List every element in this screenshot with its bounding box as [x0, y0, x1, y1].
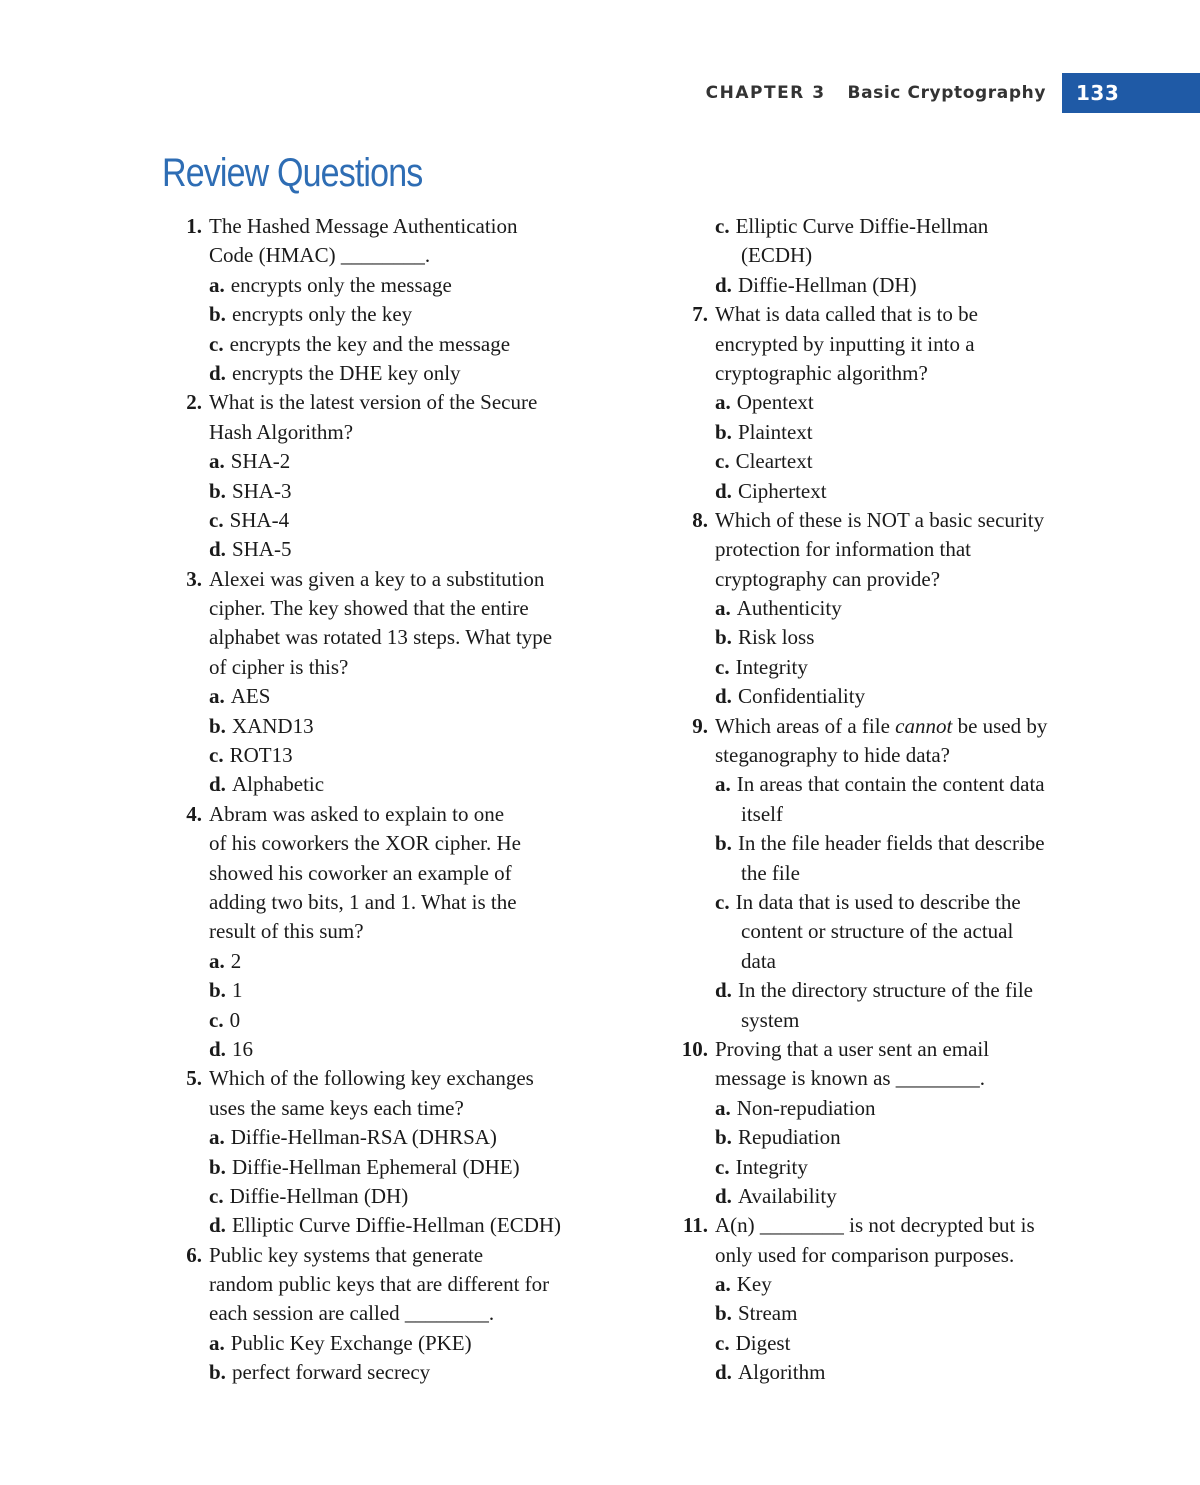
- option-text: 0: [229, 1007, 241, 1032]
- answer-option: [668, 829, 1138, 858]
- answer-option: [668, 1182, 1138, 1211]
- option-text: Algorithm: [737, 1360, 826, 1385]
- answer-option: [162, 1123, 632, 1152]
- question-continuation: [162, 917, 632, 946]
- question-text: A(n) ________ is not decrypted but is: [715, 1213, 1035, 1238]
- question-text: message is known as ________.: [715, 1066, 986, 1091]
- option-text: itself: [741, 801, 783, 826]
- option-letter: d.: [715, 1183, 732, 1208]
- question-number: 1.: [186, 214, 202, 238]
- answer-option: [668, 653, 1138, 682]
- option-text: system: [741, 1007, 800, 1032]
- option-letter: a.: [209, 684, 225, 709]
- answer-option: [668, 594, 1138, 623]
- answer-option: [162, 976, 632, 1005]
- option-letter: b.: [209, 1360, 226, 1385]
- question-continuation: [162, 594, 632, 623]
- option-letter: d.: [209, 772, 226, 797]
- answer-option-continuation: [668, 1006, 1138, 1035]
- question-text: only used for comparison purposes.: [715, 1242, 1015, 1267]
- option-text: Diffie-Hellman-RSA (DHRSA): [230, 1125, 497, 1150]
- answer-option-continuation: [668, 917, 1138, 946]
- answer-option: [162, 271, 632, 300]
- option-text: Opentext: [736, 390, 814, 415]
- option-letter: a.: [715, 390, 731, 415]
- option-letter: b.: [715, 625, 732, 650]
- option-text: Alphabetic: [231, 772, 325, 797]
- question-continuation: [668, 359, 1138, 388]
- answer-option: [162, 330, 632, 359]
- question-number: 9.: [692, 713, 708, 738]
- option-text: Digest: [735, 1330, 791, 1355]
- answer-option: [162, 1211, 632, 1240]
- answer-option: [162, 1006, 632, 1035]
- question-number: 5.: [186, 1066, 202, 1091]
- option-letter: a.: [209, 1125, 225, 1150]
- question-continuation: [668, 565, 1138, 594]
- option-text: encrypts only the key: [231, 302, 413, 327]
- question-continuation: [162, 418, 632, 447]
- option-text: XAND13: [231, 713, 314, 738]
- question-number: 6.: [186, 1242, 202, 1267]
- question-line: [668, 506, 1138, 535]
- question-text: Code (HMAC) ________.: [209, 243, 431, 268]
- answer-option: [668, 1094, 1138, 1123]
- option-letter: c.: [715, 1154, 730, 1179]
- option-letter: a.: [209, 1330, 225, 1355]
- question-text: Proving that a user sent an email: [715, 1036, 990, 1061]
- option-text: Ciphertext: [737, 478, 827, 503]
- option-text: ROT13: [229, 743, 293, 768]
- option-letter: b.: [209, 978, 226, 1003]
- answer-option: [162, 1153, 632, 1182]
- option-text: In the directory structure of the file: [737, 978, 1033, 1003]
- question-number: 8.: [692, 507, 708, 532]
- question-continuation: [162, 623, 632, 652]
- option-text: encrypts only the message: [230, 272, 452, 297]
- answer-option: [162, 477, 632, 506]
- option-letter: b.: [715, 1125, 732, 1150]
- question-continuation: [668, 741, 1138, 770]
- question-text: The Hashed Message Authentication: [209, 214, 518, 238]
- option-letter: d.: [715, 272, 732, 297]
- answer-option: [668, 1358, 1138, 1387]
- answer-option: [162, 1182, 632, 1211]
- question-text: Which areas of a file: [715, 713, 896, 738]
- answer-option-continuation: [668, 241, 1138, 270]
- option-text: Diffie-Hellman Ephemeral (DHE): [231, 1154, 520, 1179]
- answer-option: [162, 947, 632, 976]
- option-text: Stream: [737, 1301, 798, 1326]
- answer-option: [668, 1329, 1138, 1358]
- option-text: Public Key Exchange (PKE): [230, 1330, 472, 1355]
- question-text: uses the same keys each time?: [209, 1095, 464, 1120]
- option-letter: b.: [209, 302, 226, 327]
- option-letter: a.: [715, 596, 731, 621]
- option-text: the file: [741, 860, 800, 885]
- question-number: 2.: [186, 390, 202, 415]
- option-letter: c.: [209, 331, 224, 356]
- answer-option: [162, 1035, 632, 1064]
- option-text: encrypts the DHE key only: [231, 360, 461, 385]
- answer-option: [162, 359, 632, 388]
- question-continuation: [668, 330, 1138, 359]
- option-letter: d.: [209, 537, 226, 562]
- option-text: perfect forward secrecy: [231, 1360, 431, 1385]
- option-text: SHA-2: [230, 449, 291, 474]
- option-text: Confidentiality: [737, 684, 866, 709]
- question-text: of cipher is this?: [209, 654, 349, 679]
- option-letter: a.: [209, 948, 225, 973]
- option-letter: a.: [209, 449, 225, 474]
- option-letter: c.: [715, 449, 730, 474]
- option-letter: c.: [715, 654, 730, 679]
- option-text: SHA-5: [231, 537, 292, 562]
- option-text: (ECDH): [741, 243, 813, 268]
- option-letter: d.: [209, 360, 226, 385]
- answer-option: [162, 712, 632, 741]
- option-text: 2: [230, 948, 242, 973]
- answer-option: [668, 976, 1138, 1005]
- question-number: 4.: [186, 801, 202, 826]
- option-text: Elliptic Curve Diffie-Hellman: [735, 214, 989, 238]
- option-letter: d.: [209, 1036, 226, 1061]
- option-letter: c.: [715, 214, 730, 238]
- question-continuation: [668, 535, 1138, 564]
- question-continuation: [162, 1270, 632, 1299]
- answer-option: [162, 1358, 632, 1387]
- question-continuation: [162, 888, 632, 917]
- option-letter: a.: [715, 1272, 731, 1297]
- question-text: Alexei was given a key to a substitution: [209, 566, 545, 591]
- question-text: alphabet was rotated 13 steps. What type: [209, 625, 553, 650]
- page-number: 133: [1062, 73, 1200, 113]
- question-continuation: [162, 1299, 632, 1328]
- answer-option: [162, 300, 632, 329]
- option-text: Authenticity: [736, 596, 842, 621]
- question-text: Hash Algorithm?: [209, 419, 354, 444]
- question-line: [668, 300, 1138, 329]
- option-letter: b.: [209, 713, 226, 738]
- answer-option: [668, 477, 1138, 506]
- option-text: encrypts the key and the message: [229, 331, 511, 356]
- question-text: cryptography can provide?: [715, 566, 941, 591]
- option-text: SHA-4: [229, 507, 290, 532]
- question-continuation: [162, 653, 632, 682]
- answer-option: [668, 212, 1138, 241]
- option-text: 16: [231, 1036, 253, 1061]
- option-text: In the file header fields that describe: [737, 831, 1045, 856]
- question-text: Public key systems that generate: [209, 1242, 484, 1267]
- question-number: 11.: [682, 1213, 708, 1238]
- answer-option: [668, 623, 1138, 652]
- answer-option: [162, 447, 632, 476]
- option-letter: b.: [715, 1301, 732, 1326]
- option-letter: c.: [209, 1183, 224, 1208]
- answer-option: [668, 888, 1138, 917]
- question-text: What is data called that is to be: [715, 302, 978, 327]
- question-continuation: [162, 829, 632, 858]
- answer-option-continuation: [668, 800, 1138, 829]
- answer-option: [668, 682, 1138, 711]
- option-text: Cleartext: [735, 449, 813, 474]
- question-line: [162, 388, 632, 417]
- question-text: random public keys that are different for: [209, 1272, 550, 1297]
- question-text: result of this sum?: [209, 919, 364, 944]
- option-letter: c.: [715, 889, 730, 914]
- answer-option: [668, 418, 1138, 447]
- option-text: content or structure of the actual: [741, 919, 1014, 944]
- option-letter: a.: [209, 272, 225, 297]
- option-text: In areas that contain the content data: [736, 772, 1045, 797]
- option-letter: c.: [209, 1007, 224, 1032]
- question-text: Abram was asked to explain to one: [209, 801, 505, 826]
- question-text: showed his coworker an example of: [209, 860, 512, 885]
- option-text: Diffie-Hellman (DH): [229, 1183, 409, 1208]
- option-letter: b.: [209, 478, 226, 503]
- option-letter: c.: [209, 507, 224, 532]
- option-letter: c.: [715, 1330, 730, 1355]
- answer-option: [668, 1270, 1138, 1299]
- answer-option: [162, 770, 632, 799]
- question-continuation: [162, 1094, 632, 1123]
- question-text: cryptographic algorithm?: [715, 360, 928, 385]
- question-line: [162, 212, 632, 241]
- option-text: Non-repudiation: [736, 1095, 876, 1120]
- answer-option: [668, 770, 1138, 799]
- answer-option: [162, 682, 632, 711]
- option-text: SHA-3: [231, 478, 292, 503]
- question-continuation: [668, 1241, 1138, 1270]
- option-letter: d.: [715, 1360, 732, 1385]
- question-line: [162, 1064, 632, 1093]
- question-continuation: [668, 1064, 1138, 1093]
- right-column: [668, 212, 1138, 1388]
- answer-option: [668, 1299, 1138, 1328]
- section-heading: Review Questions: [162, 151, 423, 195]
- option-text: Risk loss: [737, 625, 815, 650]
- question-text: of his coworkers the XOR cipher. He: [209, 831, 522, 856]
- question-text: encrypted by inputting it into a: [715, 331, 975, 356]
- running-header: [706, 73, 1200, 113]
- option-letter: b.: [209, 1154, 226, 1179]
- chapter-title: Basic Cryptography: [847, 83, 1046, 103]
- answer-option: [162, 1329, 632, 1358]
- option-text: Availability: [737, 1183, 837, 1208]
- option-text: Key: [736, 1272, 772, 1297]
- question-line: [162, 800, 632, 829]
- answer-option: [668, 447, 1138, 476]
- option-letter: c.: [209, 743, 224, 768]
- option-text: In data that is used to describe the: [735, 889, 1021, 914]
- question-text: protection for information that: [715, 537, 972, 562]
- answer-option: [162, 506, 632, 535]
- left-column: [162, 212, 632, 1388]
- chapter-label: CHAPTER 3: [705, 83, 826, 103]
- question-text: adding two bits, 1 and 1. What is the: [209, 889, 517, 914]
- option-text: 1: [231, 978, 243, 1003]
- option-letter: b.: [715, 831, 732, 856]
- question-line: [668, 1035, 1138, 1064]
- option-text: Integrity: [735, 1154, 808, 1179]
- question-number: 10.: [681, 1036, 708, 1061]
- answer-option: [668, 1153, 1138, 1182]
- question-text: each session are called ________.: [209, 1301, 495, 1326]
- answer-option-continuation: [668, 859, 1138, 888]
- option-text: Elliptic Curve Diffie-Hellman (ECDH): [231, 1213, 562, 1238]
- option-text: Diffie-Hellman (DH): [737, 272, 917, 297]
- option-letter: d.: [715, 684, 732, 709]
- question-continuation: [162, 241, 632, 270]
- question-text: steganography to hide data?: [715, 743, 950, 768]
- question-text: cipher. The key showed that the entire: [209, 596, 529, 621]
- answer-option: [162, 741, 632, 770]
- answer-option: [668, 1123, 1138, 1152]
- option-letter: a.: [715, 1095, 731, 1120]
- option-text: Integrity: [735, 654, 808, 679]
- question-line: [162, 565, 632, 594]
- question-text: Which of the following key exchanges: [209, 1066, 534, 1091]
- option-letter: d.: [715, 978, 732, 1003]
- option-letter: b.: [715, 419, 732, 444]
- question-continuation: [162, 859, 632, 888]
- question-line: [162, 1241, 632, 1270]
- option-text: Repudiation: [737, 1125, 841, 1150]
- option-text: data: [741, 948, 776, 973]
- option-letter: a.: [715, 772, 731, 797]
- option-text: Plaintext: [737, 419, 813, 444]
- option-letter: d.: [715, 478, 732, 503]
- question-text: What is the latest version of the Secure: [209, 390, 538, 415]
- question-line: [668, 712, 1138, 741]
- answer-option: [162, 535, 632, 564]
- question-number: 7.: [692, 302, 708, 327]
- answer-option-continuation: [668, 947, 1138, 976]
- emphasized-word: cannot: [895, 713, 953, 738]
- answer-option: [668, 388, 1138, 417]
- option-letter: d.: [209, 1213, 226, 1238]
- question-text: Which of these is NOT a basic security: [715, 507, 1045, 532]
- question-number: 3.: [186, 566, 202, 591]
- question-text: be used by: [952, 713, 1048, 738]
- answer-option: [668, 271, 1138, 300]
- question-line: [668, 1211, 1138, 1240]
- option-text: AES: [230, 684, 271, 709]
